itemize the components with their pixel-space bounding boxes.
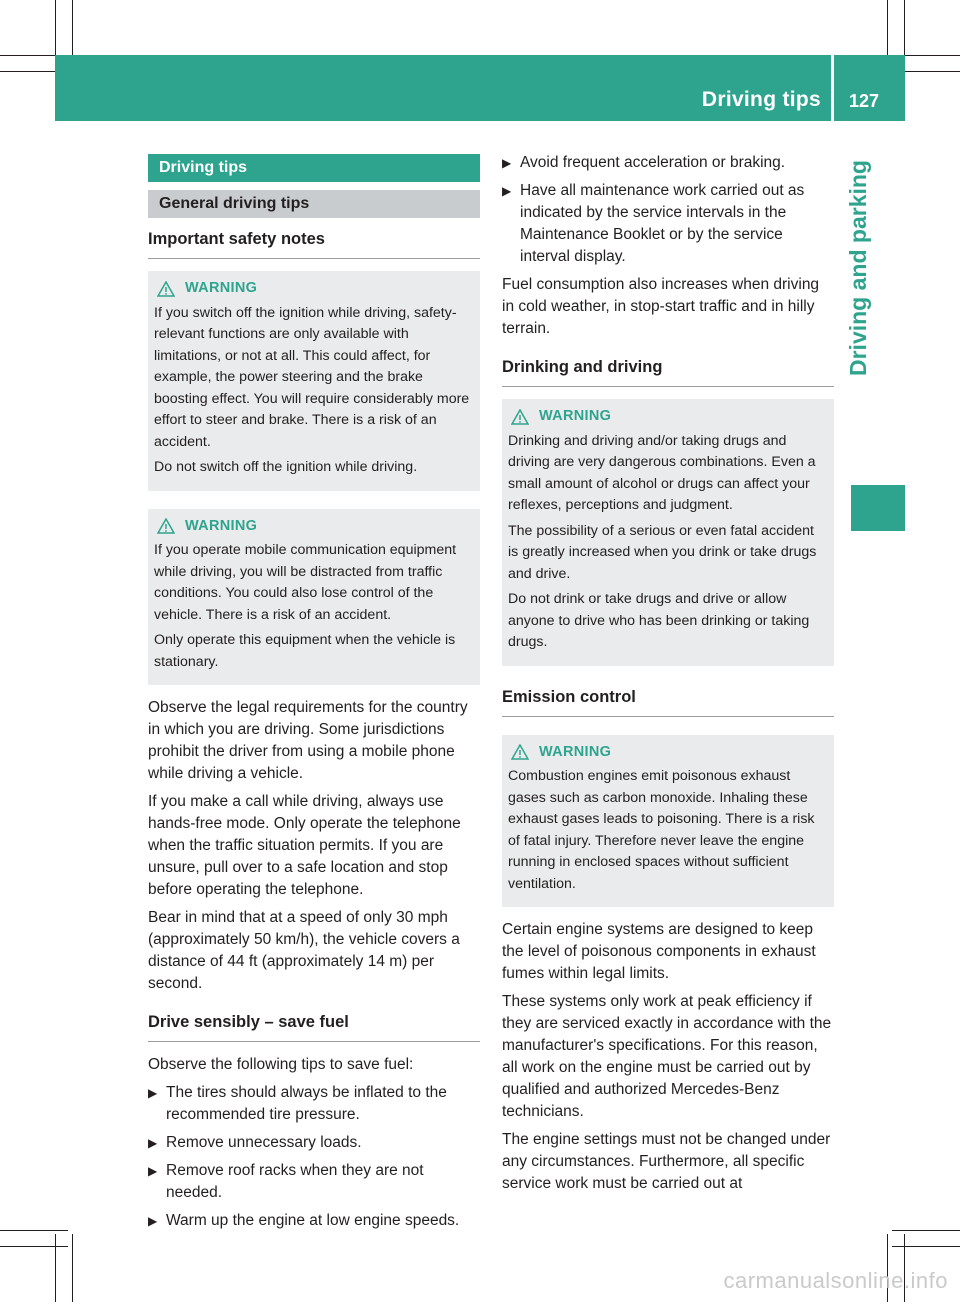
header-divider <box>831 55 834 121</box>
warning-box <box>502 735 834 908</box>
warning-box <box>502 399 834 666</box>
warning-label: WARNING <box>185 280 258 296</box>
arrow-icon: ▶ <box>148 1086 158 1100</box>
list-item: ▶ Warm up the engine at low engine speeds. <box>148 1210 480 1232</box>
list-item: ▶ Avoid frequent acceleration or braking. <box>502 152 834 174</box>
right-column <box>502 152 834 1201</box>
warning-text: Only operate this equipment when the vehicle is stationary. <box>154 632 456 670</box>
warning-box <box>148 509 480 686</box>
warning-triangle-icon <box>157 518 175 534</box>
arrow-icon: ▶ <box>148 1164 158 1178</box>
warning-triangle-icon <box>511 744 529 760</box>
subsection-title: General driving tips <box>148 190 480 218</box>
list-item: ▶ Remove roof racks when they are not needed. <box>148 1160 480 1204</box>
warning-label: WARNING <box>185 517 258 534</box>
arrow-icon: ▶ <box>148 1214 158 1228</box>
warning-label: WARNING <box>539 408 612 424</box>
page-header <box>55 55 905 121</box>
heading-drinking-driving: Drinking and driving <box>502 356 834 387</box>
body-paragraph: If you make a call while driving, always use hands-free mode. Only operate the telephone when the traffic situation permits. If you are unsure, pull over to a safe location and stop before operating the telephone. <box>148 793 461 898</box>
page-number: 127 <box>849 91 880 111</box>
header-title: Driving tips <box>701 88 821 111</box>
list-item: ▶ Have all maintenance work carried out as indicated by the service intervals in the Maintenance Booklet or by the service interval display. <box>502 180 834 268</box>
body-paragraph: Observe the legal requirements for the country in which you are driving. Some jurisdictions prohibit the driver from using a mobile phone while driving a vehicle. <box>148 699 468 782</box>
warning-text: If you operate mobile communication equipment while driving, you will be distracted from traffic conditions. You could also lose control of the vehicle. There is a risk of an accident. <box>154 542 457 623</box>
crop-mark <box>892 1246 960 1247</box>
arrow-icon: ▶ <box>502 184 512 198</box>
list-item: ▶ The tires should always be inflated to the recommended tire pressure. <box>148 1082 480 1126</box>
warning-text: Combustion engines emit poisonous exhaust gases such as carbon monoxide. Inhaling these exhaust gases leads to poisoning. There is a risk of fatal injury. Therefore never leave the engine running in enclosed spaces without sufficient ventilation. <box>508 768 815 892</box>
body-paragraph: Observe the following tips to save fuel: <box>148 1056 414 1073</box>
warning-label: WARNING <box>539 743 612 760</box>
warning-text: Do not switch off the ignition while driving. <box>154 459 418 475</box>
body-paragraph: The engine settings must not be changed under any circumstances. Furthermore, all specific service work must be carried out at <box>502 1131 831 1192</box>
warning-box <box>148 271 480 491</box>
section-tab <box>851 485 905 531</box>
watermark: carmanualsonline.info <box>723 1268 948 1293</box>
body-paragraph: Fuel consumption also increases when driving in cold weather, in stop-start traffic and in hilly terrain. <box>502 276 820 337</box>
crop-mark <box>0 1246 68 1247</box>
heading-emission-control: Emission control <box>502 686 834 717</box>
crop-mark <box>55 1234 56 1302</box>
body-paragraph: Certain engine systems are designed to keep the level of poisonous components in exhaust fumes within legal limits. <box>502 921 816 982</box>
list-item: ▶ Remove unnecessary loads. <box>148 1132 480 1154</box>
body-paragraph: These systems only work at peak efficiency if they are serviced exactly in accordance with the manufacturer's specifications. For this reason, all work on the engine must be carried out by qualified and authorized Mercedes-Benz technicians. <box>502 993 832 1120</box>
arrow-icon: ▶ <box>502 156 512 170</box>
warning-text: Do not drink or take drugs and drive or allow anyone to drive who has been drinking or taking drugs. <box>508 591 810 650</box>
warning-text: If you switch off the ignition while driving, safety-relevant functions are only available with limitations, or not at all. This could affect, for example, the power steering and the brake boosting effect. You will require considerably more effort to steer and brake. There is a risk of an accident. <box>154 304 470 450</box>
crop-mark <box>72 1234 73 1302</box>
crop-mark <box>892 1230 960 1231</box>
arrow-icon: ▶ <box>148 1136 158 1150</box>
warning-text: Drinking and driving and/or taking drugs and driving are very dangerous combinations. Even a small amount of alcohol or drugs can affect your reflexes, perceptions and judgment. <box>508 432 816 513</box>
sidebar-section-label: Driving and parking <box>845 160 871 376</box>
warning-triangle-icon <box>157 281 175 297</box>
warning-triangle-icon <box>511 409 529 425</box>
warning-text: The possibility of a serious or even fatal accident is greatly increased when you drink or take drugs and drive. <box>508 522 817 582</box>
heading-safety-notes: Important safety notes <box>148 228 480 259</box>
section-title: Driving tips <box>148 154 480 182</box>
body-paragraph: Bear in mind that at a speed of only 30 mph (approximately 50 km/h), the vehicle covers a distance of 44 ft (approximately 14 m) per second. <box>148 909 460 992</box>
left-column <box>148 154 480 1238</box>
heading-save-fuel: Drive sensibly – save fuel <box>148 1011 480 1042</box>
crop-mark <box>0 1230 68 1231</box>
